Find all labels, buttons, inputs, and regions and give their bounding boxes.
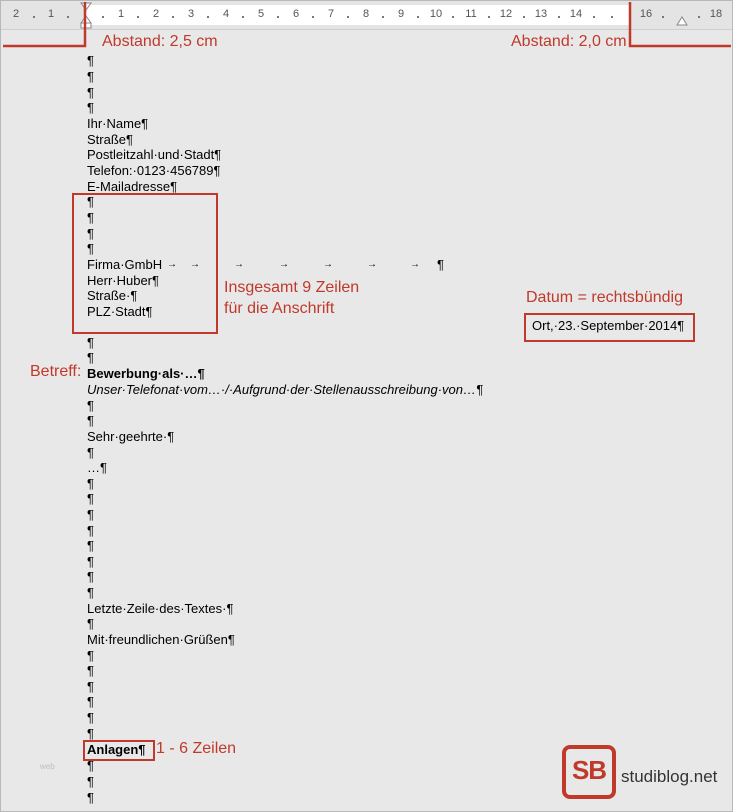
tab-arrow-icon: → xyxy=(279,259,289,270)
empty-paragraph[interactable]: ¶ xyxy=(87,226,94,241)
date-line[interactable]: Ort,·23.·September·2014¶ xyxy=(532,318,685,333)
empty-paragraph[interactable]: ¶ xyxy=(87,554,94,569)
subject-label: Betreff: xyxy=(30,363,82,380)
attachments-note: 1 - 6 Zeilen xyxy=(156,740,237,757)
empty-paragraph[interactable]: ¶ xyxy=(87,350,94,365)
sender-phone[interactable]: Telefon:·0123·456789¶ xyxy=(87,163,221,178)
margin-right-label: Abstand: 2,0 cm xyxy=(511,33,627,50)
tab-arrow-icon: → xyxy=(367,259,377,270)
sender-email[interactable]: E-Mailadresse¶ xyxy=(87,179,178,194)
tab-arrow-icon: → xyxy=(167,259,177,270)
empty-paragraph[interactable]: ¶ xyxy=(87,85,94,100)
recipient-street[interactable]: Straße·¶ xyxy=(87,288,138,303)
ruler-number: 9 xyxy=(397,8,405,20)
date-note: Datum = rechtsbündig xyxy=(526,289,683,306)
recipient-person[interactable]: Herr·Huber¶ xyxy=(87,273,159,288)
margin-brackets xyxy=(0,0,733,60)
empty-paragraph[interactable]: ¶ xyxy=(87,538,94,553)
empty-paragraph[interactable]: ¶ xyxy=(87,679,94,694)
empty-paragraph[interactable]: ¶ xyxy=(87,663,94,678)
sender-street[interactable]: Straße¶ xyxy=(87,132,133,147)
recipient-company: Firma·GmbH xyxy=(87,257,163,272)
margin-left-label: Abstand: 2,5 cm xyxy=(102,33,218,50)
recipient-city[interactable]: PLZ·Stadt¶ xyxy=(87,304,153,319)
tab-arrow-icon: → xyxy=(323,259,333,270)
studiblog-logo xyxy=(562,745,616,799)
ruler-number: 1 xyxy=(117,8,125,20)
tab-arrow-icon: → xyxy=(410,259,420,270)
empty-paragraph[interactable]: ¶ xyxy=(87,210,94,225)
logo-text: SB xyxy=(571,755,607,785)
address-note-line1: Insgesamt 9 Zeilen xyxy=(224,279,360,296)
empty-paragraph[interactable]: ¶ xyxy=(87,523,94,538)
ruler-number: 2 xyxy=(152,8,160,20)
body-placeholder[interactable]: …¶ xyxy=(87,460,107,475)
pilcrow-mark: ¶ xyxy=(437,257,444,272)
sender-name[interactable]: Ihr·Name¶ xyxy=(87,116,149,131)
ruler-number: 11 xyxy=(465,8,477,20)
ruler-number: 3 xyxy=(187,8,195,20)
empty-paragraph[interactable]: ¶ xyxy=(87,569,94,584)
empty-paragraph[interactable]: ¶ xyxy=(87,648,94,663)
empty-paragraph[interactable]: ¶ xyxy=(87,53,94,68)
empty-paragraph[interactable]: ¶ xyxy=(87,69,94,84)
site-name: studiblog.net xyxy=(621,767,718,786)
last-text-line[interactable]: Letzte·Zeile·des·Textes·¶ xyxy=(87,601,234,616)
empty-paragraph[interactable]: ¶ xyxy=(87,491,94,506)
empty-paragraph[interactable]: ¶ xyxy=(87,710,94,725)
ruler-number: 1 xyxy=(47,8,55,20)
address-block-highlight xyxy=(72,193,218,334)
ruler-number: 12 xyxy=(499,8,513,20)
sender-city[interactable]: Postleitzahl·und·Stadt¶ xyxy=(87,147,222,162)
empty-paragraph[interactable]: ¶ xyxy=(87,100,94,115)
ruler-number: 4 xyxy=(222,8,230,20)
empty-paragraph[interactable]: ¶ xyxy=(87,335,94,350)
ruler-number: 13 xyxy=(534,8,548,20)
empty-paragraph[interactable]: ¶ xyxy=(87,790,94,805)
tab-arrow-icon: → xyxy=(190,259,200,270)
subject-subline[interactable]: Unser·Telefonat·vom…·/·Aufgrund·der·Stellenausschreibung·von…¶ xyxy=(87,382,483,397)
empty-paragraph[interactable]: ¶ xyxy=(87,398,94,413)
ruler-number: 14 xyxy=(569,8,583,20)
tab-arrow-icon: → xyxy=(234,259,244,270)
watermark: web xyxy=(40,762,55,771)
empty-paragraph[interactable]: ¶ xyxy=(87,413,94,428)
empty-paragraph[interactable]: ¶ xyxy=(87,616,94,631)
empty-paragraph[interactable]: ¶ xyxy=(87,774,94,789)
subject-line[interactable]: Bewerbung·als·…¶ xyxy=(87,366,205,381)
empty-paragraph[interactable]: ¶ xyxy=(87,585,94,600)
address-note-line2: für die Anschrift xyxy=(224,300,335,317)
attachments-line[interactable]: Anlagen¶ xyxy=(87,742,146,757)
empty-paragraph[interactable]: ¶ xyxy=(87,194,94,209)
empty-paragraph[interactable]: ¶ xyxy=(87,507,94,522)
empty-paragraph[interactable]: ¶ xyxy=(87,694,94,709)
empty-paragraph[interactable]: ¶ xyxy=(87,445,94,460)
closing-line[interactable]: Mit·freundlichen·Grüßen¶ xyxy=(87,632,235,647)
empty-paragraph[interactable]: ¶ xyxy=(87,758,94,773)
empty-paragraph[interactable]: ¶ xyxy=(87,726,94,741)
empty-paragraph[interactable]: ¶ xyxy=(87,476,94,491)
ruler-number: 7 xyxy=(327,8,335,20)
salutation[interactable]: Sehr·geehrte·¶ xyxy=(87,429,175,444)
ruler-number: 18 xyxy=(709,8,723,20)
ruler-number: 10 xyxy=(429,8,443,20)
ruler-number: 2 xyxy=(12,8,20,20)
ruler-number: 6 xyxy=(292,8,300,20)
ruler-number: 5 xyxy=(257,8,265,20)
empty-paragraph[interactable]: ¶ xyxy=(87,241,94,256)
ruler-number: 16 xyxy=(639,8,653,20)
ruler-number: 8 xyxy=(362,8,370,20)
